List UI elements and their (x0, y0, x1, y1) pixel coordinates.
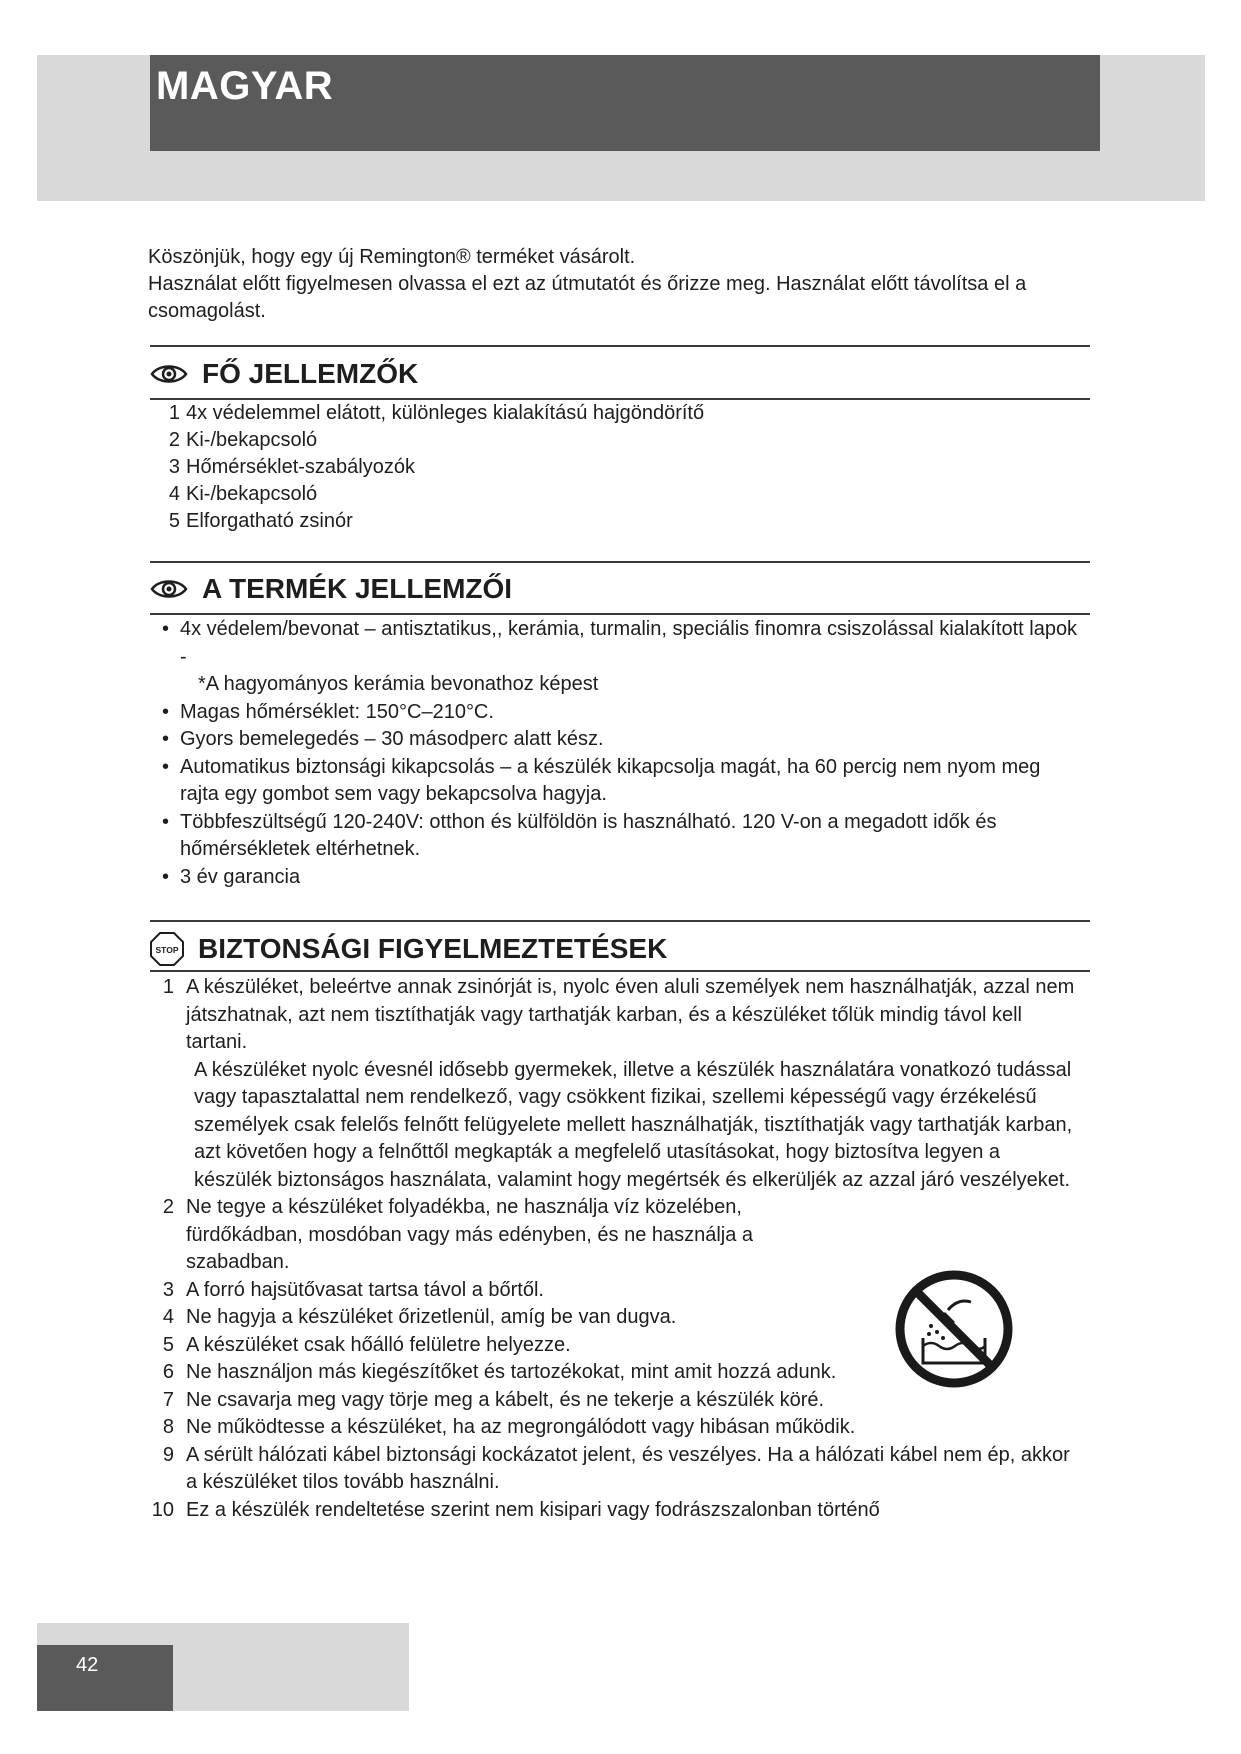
safety-text: Ne tegye a készüléket folyadékba, ne használja víz közelében, fürdőkádban, mosdóban vagy más edényben, és ne használja a szabadban. (186, 1196, 754, 1273)
product-feature-text: Többfeszültségű 120-240V: otthon és külföldön is használható. 120 V-on a megadott idők és hőmérsékletek eltérhetnek. (180, 810, 997, 860)
safety-number: 6 (162, 1361, 174, 1383)
product-feature-text: 4x védelem/bevonat – antisztatikus,, kerámia, turmalin, speciális finomra csiszolással kialakított lapok - (180, 618, 1078, 668)
footer-box (37, 1645, 173, 1711)
main-features-list (150, 400, 1090, 535)
feature-text: Ki-/bekapcsoló (186, 429, 318, 451)
product-feature-item (150, 726, 1080, 754)
bullet-icon: • (162, 865, 170, 888)
safety-item (148, 1442, 1078, 1497)
no-water-use-icon (893, 1268, 1015, 1390)
safety-text: A forró hajsütővasat tartsa távol a bőrtől. (186, 1278, 544, 1301)
product-feature-item (150, 809, 1080, 864)
safety-number: 10 (151, 1498, 174, 1521)
safety-item (148, 1497, 1078, 1525)
stop-sign-label: STOP (155, 945, 179, 955)
feature-number: 3 (168, 456, 180, 478)
product-features-title: A TERMÉK JELLEMZŐI (202, 573, 513, 604)
safety-paragraph: A készüléket nyolc évesnél idősebb gyermekek, illetve a készülék használatára vonatkozó tudással vagy tapasztalattal nem rendelkező, vagy csökkent fizikai, szellemi képességű vagy érzékelésű személyek csak felelős felnőtt felügyelete mellett használhatják, tisztíthatják vagy tarthatják karban, azt követően hogy a felnőttől megkapták a megfelelő utasításokat, hogy biztosítva legyen a készülék biztonságos használata, valamint hogy megértsék és elkerüljék az azzal járó veszélyeket. (194, 1058, 1073, 1191)
feature-text: Ki-/bekapcsoló (186, 483, 318, 505)
feature-text: 4x védelemmel elátott, különleges kialakítású hajgöndörítő (186, 402, 705, 424)
product-feature-note: *A hagyományos kerámia bevonathoz képest (198, 673, 599, 695)
feature-item (150, 508, 1090, 535)
feature-number: 1 (168, 402, 180, 424)
eye-icon (150, 577, 188, 601)
safety-text: Ne csavarja meg vagy törje meg a kábelt, és ne tekerje a készülék köré. (186, 1388, 825, 1411)
feature-text: Elforgatható zsinór (186, 510, 353, 532)
stop-sign-icon (150, 932, 184, 966)
product-feature-item (150, 754, 1080, 809)
eye-icon (150, 362, 188, 386)
bullet-icon: • (162, 810, 170, 833)
bullet-icon: • (162, 618, 170, 640)
intro (148, 244, 1088, 325)
main-features-title: FŐ JELLEMZŐK (202, 358, 419, 389)
safety-text: A készüléket, beleértve annak zsinórját is, nyolc éven aluli személyek nem használhatják, azzal nem játszhatnak, azt nem tisztíthatják vagy tarthatják karban, és a készüléket tőlük mindig távol kell tartani. (186, 976, 1075, 1053)
feature-item (150, 481, 1090, 508)
product-feature-item (150, 616, 1080, 699)
safety-text: Ez a készülék rendeltetése szerint nem kisipari vagy fodrászszalonban történő (186, 1498, 880, 1521)
product-feature-text: Automatikus biztonsági kikapcsolás – a készülék kikapcsolja magát, ha 60 percig nem nyom meg rajta egy gombot sem vagy bekapcsolva hagyja. (180, 755, 1041, 805)
section-rule-bottom (150, 970, 1090, 972)
feature-number: 2 (168, 429, 180, 451)
section-rule-top (150, 561, 1090, 563)
product-feature-item (150, 864, 1080, 892)
safety-number: 9 (162, 1443, 174, 1466)
intro-line-1: Köszönjük, hogy egy új Remington® terméket vásárolt. (148, 246, 636, 268)
page-number: 42 (76, 1654, 99, 1676)
feature-text: Hőmérséklet-szabályozók (186, 456, 415, 478)
section-rule-top (150, 345, 1090, 347)
feature-item (150, 400, 1090, 427)
safety-text: Ne működtesse a készüléket, ha az megrongálódott vagy hibásan működik. (186, 1416, 856, 1438)
safety-number: 8 (162, 1416, 174, 1438)
feature-number: 5 (168, 510, 180, 532)
safety-title: BIZTONSÁGI FIGYELMEZTETÉSEK (198, 933, 668, 964)
product-feature-text: Gyors bemelegedés – 30 másodperc alatt kész. (180, 728, 604, 750)
safety-heading (150, 932, 667, 966)
safety-item (148, 1387, 1078, 1415)
product-features-heading (150, 573, 512, 605)
product-features-list (150, 616, 1080, 891)
feature-number: 4 (168, 483, 180, 505)
safety-number: 1 (162, 976, 174, 998)
safety-item (148, 1414, 1078, 1442)
safety-number: 7 (162, 1388, 174, 1411)
section-rule-bottom (150, 613, 1090, 615)
safety-number: 3 (162, 1278, 174, 1301)
section-rule-top (150, 920, 1090, 922)
safety-item (148, 974, 1078, 1194)
bullet-icon: • (162, 728, 170, 750)
safety-number: 4 (162, 1306, 174, 1328)
bullet-icon: • (162, 755, 170, 778)
safety-text: Ne használjon más kiegészítőket és tartozékokat, mint amit hozzá adunk. (186, 1361, 837, 1383)
safety-item (148, 1194, 1078, 1277)
safety-text: Ne hagyja a készüléket őrizetlenül, amíg be van dugva. (186, 1306, 677, 1328)
bullet-icon: • (162, 700, 170, 723)
feature-item (150, 427, 1090, 454)
feature-item (150, 454, 1090, 481)
safety-text: A készüléket csak hőálló felületre helyezze. (186, 1333, 571, 1356)
safety-text: A sérült hálózati kábel biztonsági kockázatot jelent, és veszélyes. Ha a hálózati kábel nem ép, akkor a készüléket tilos tovább használni. (186, 1443, 1070, 1493)
intro-line-2: Használat előtt figyelmesen olvassa el ezt az útmutatót és őrizze meg. Használat előtt távolítsa el a csomagolást. (148, 273, 1027, 322)
safety-list (148, 974, 1078, 1524)
product-feature-text: Magas hőmérséklet: 150°C–210°C. (180, 700, 494, 723)
product-feature-item (150, 699, 1080, 727)
product-feature-text: 3 év garancia (180, 865, 301, 888)
page-title: MAGYAR (156, 64, 334, 108)
safety-number: 5 (162, 1333, 174, 1356)
safety-number: 2 (162, 1196, 174, 1218)
main-features-heading (150, 358, 418, 390)
